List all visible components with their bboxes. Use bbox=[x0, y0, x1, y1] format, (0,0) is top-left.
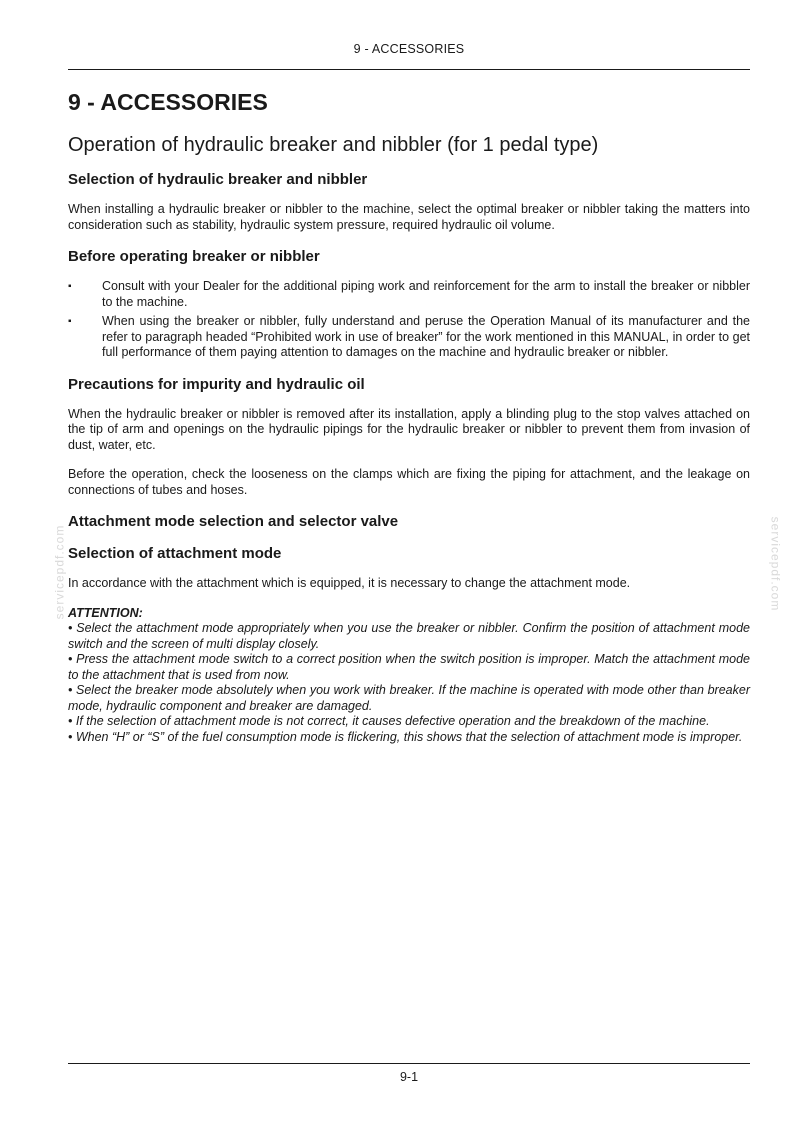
paragraph-selection: When installing a hydraulic breaker or nibbler to the machine, select the optimal breaker or nibbler taking the matters into consideration such as stability, hydraulic system pressure, required hydraulic oil volume. bbox=[68, 202, 750, 232]
list-item bbox=[68, 314, 750, 361]
section-title: Operation of hydraulic breaker and nibbler (for 1 pedal type) bbox=[68, 134, 599, 156]
paragraph-precautions-1: When the hydraulic breaker or nibbler is removed after its installation, apply a blinding plug to the stop valves attached on the tip of arm and openings on the hydraulic pipings for the hydraulic breaker or nibbler to prevent them from invasion of dust, water, etc. bbox=[68, 406, 750, 452]
page-content bbox=[68, 86, 750, 745]
heading-selection: Selection of hydraulic breaker and nibbler bbox=[68, 171, 368, 188]
bullet-icon: ▪ bbox=[68, 316, 72, 327]
page-number: 9-1 bbox=[399, 1070, 419, 1084]
list-item-text: Consult with your Dealer for the additional piping work and reinforcement for the arm to install the breaker or nibbler to the machine. bbox=[102, 279, 750, 309]
footer-divider bbox=[68, 1063, 750, 1064]
list-item-text: When using the breaker or nibbler, fully understand and peruse the Operation Manual of its manufacturer and the refer to paragraph headed “Prohibited work in use of breaker” for the work mentioned in this MANUAL, in order to get full performance of them paying attention to damages on the machine and hydraulic breaker or nibbler. bbox=[102, 314, 750, 359]
header-divider bbox=[68, 69, 750, 70]
chapter-title: 9 - ACCESSORIES bbox=[68, 89, 268, 115]
attention-block bbox=[68, 606, 750, 746]
heading-before-operating: Before operating breaker or nibbler bbox=[68, 248, 320, 265]
heading-precautions: Precautions for impurity and hydraulic oil bbox=[68, 375, 365, 393]
attention-title: ATTENTION: bbox=[68, 605, 143, 620]
running-header: 9 - ACCESSORIES bbox=[353, 42, 465, 56]
bullet-icon: ▪ bbox=[68, 281, 72, 292]
paragraph-selection-mode: In accordance with the attachment which is equipped, it is necessary to change the attachment mode. bbox=[68, 576, 631, 590]
watermark-right: servicepdf.com bbox=[768, 516, 783, 612]
watermark-left: servicepdf.com bbox=[52, 524, 67, 620]
paragraph-precautions-2: Before the operation, check the looseness on the clamps which are fixing the piping for attachment, and the leakage on connections of tubes and hoses. bbox=[68, 467, 750, 497]
attention-line: • Press the attachment mode switch to a correct position when the switch position is improper. Match the attachment mode to the attachment that is used from now. bbox=[68, 652, 750, 682]
before-operating-list bbox=[68, 279, 750, 361]
attention-line: • Select the attachment mode appropriately when you use the breaker or nibbler. Confirm the position of attachment mode switch and the screen of multi display closely. bbox=[68, 621, 750, 651]
attention-line: • When “H” or “S” of the fuel consumption mode is flickering, this shows that the selection of attachment mode is improper. bbox=[68, 729, 743, 744]
attention-line: • Select the breaker mode absolutely when you work with breaker. If the machine is operated with mode other than breaker mode, hydraulic component and breaker are damaged. bbox=[68, 683, 750, 713]
heading-attachment-mode: Attachment mode selection and selector valve bbox=[68, 513, 399, 530]
list-item bbox=[68, 279, 750, 310]
attention-line: • If the selection of attachment mode is not correct, it causes defective operation and the breakdown of the machine. bbox=[68, 714, 710, 728]
heading-selection-of-attachment-mode: Selection of attachment mode bbox=[68, 545, 282, 562]
